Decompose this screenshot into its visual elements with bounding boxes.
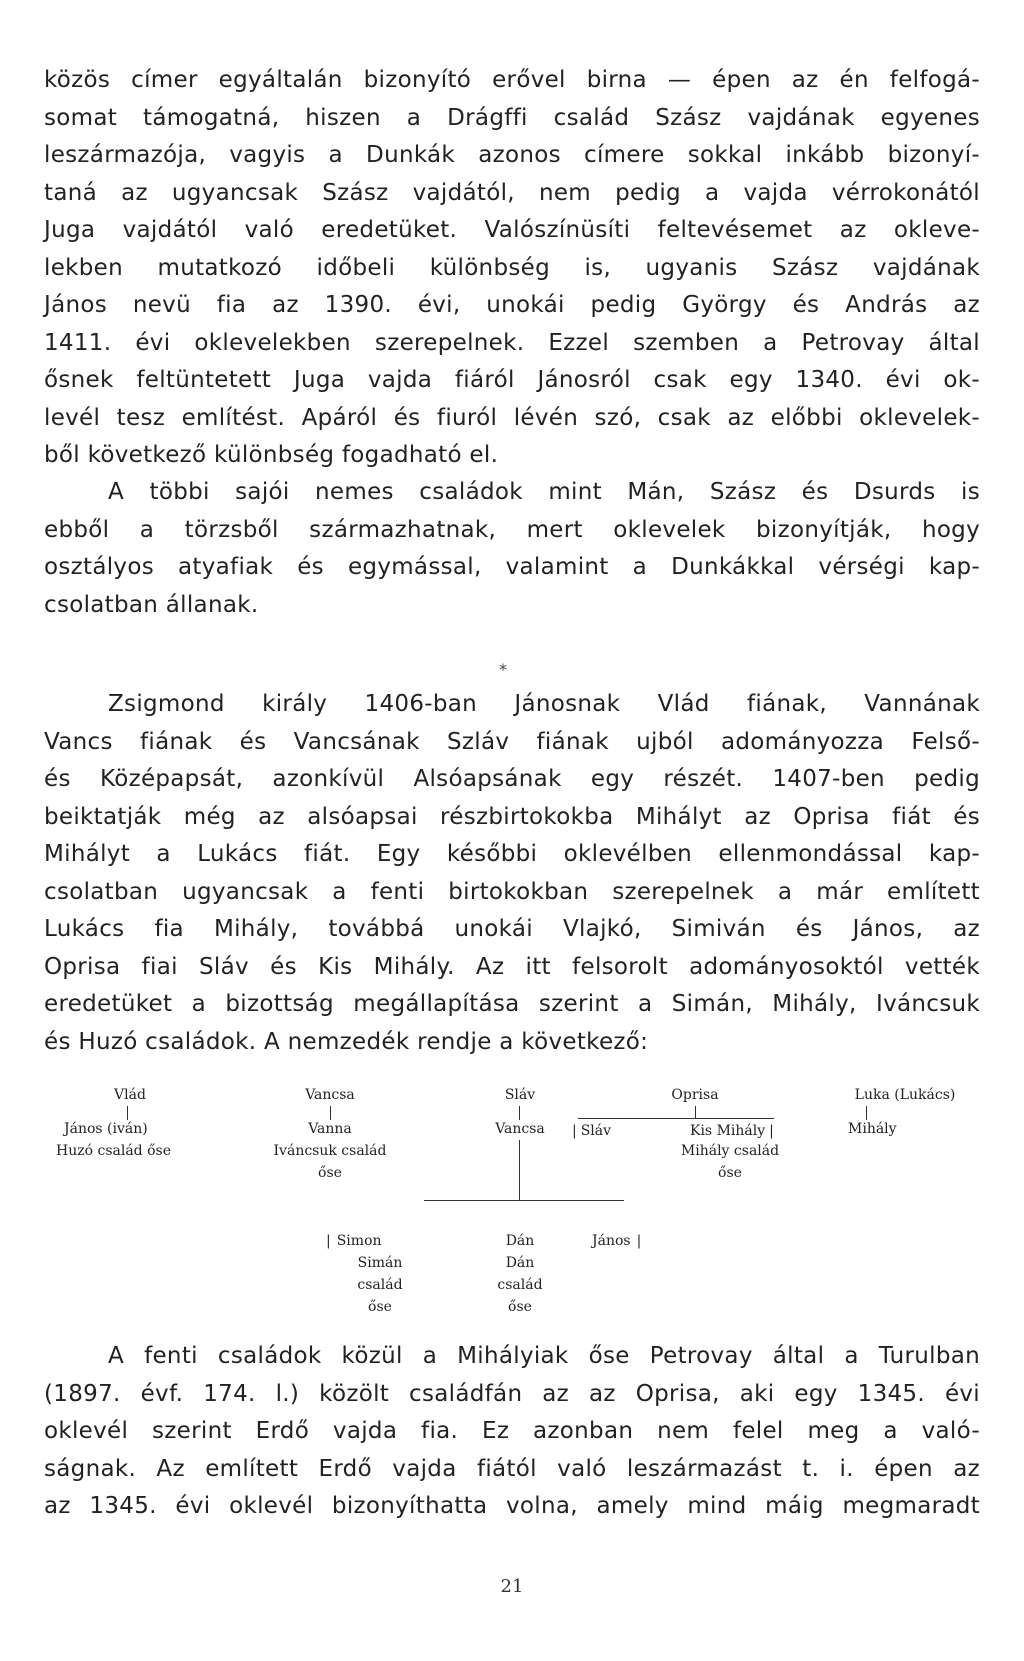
text-line: Mihályt a Lukács fiát. Egy későbbi oklevélben ellenmondással kap- <box>44 841 980 867</box>
tree-node-kis-mihaly: Kis Mihály | <box>690 1123 774 1139</box>
tree-node-ivancsuk-ose: őse <box>318 1165 342 1181</box>
text-line: csolatban ugyancsak a fenti birtokokban szerepelnek a már említett <box>44 878 980 905</box>
tree-connector <box>127 1106 128 1120</box>
text-line: Oprisa fiai Sláv és Kis Mihály. Az itt felsorolt adományosoktól vették <box>44 953 980 980</box>
tree-connector <box>866 1106 867 1120</box>
paragraph-2 <box>44 474 980 624</box>
tree-node-kis-mihaly-label: Kis Mihály <box>690 1123 766 1139</box>
tree-connector <box>330 1106 331 1120</box>
text-line: csolatban állanak. <box>44 591 259 618</box>
tree-connector <box>519 1140 520 1200</box>
text-line: János nevü fia az 1390. évi, unokái pedig György és András az <box>44 292 980 318</box>
text-line: közös címer egyáltalán bizonyító erővel birna — épen az én felfogá- <box>44 67 980 93</box>
paragraph-3 <box>44 686 980 1061</box>
tree-connector <box>519 1106 520 1120</box>
text-line: osztályos atyafiak és egymással, valamint a Dunkákkal vérségi kap- <box>44 554 980 580</box>
text-line: beiktatják még az alsóapsai részbirtokokba Mihályt az Oprisa fiát és <box>44 803 980 830</box>
tree-node-simon-label: Simon <box>336 1233 382 1249</box>
text-line: az 1345. évi oklevél bizonyíthatta volna, amely mind máig megmaradt <box>44 1493 980 1519</box>
tree-node-luka-mihaly: Mihály <box>848 1121 897 1137</box>
tree-node-slav-child-label: Sláv <box>580 1123 612 1139</box>
text-line: 1411. évi oklevelekben szerepelnek. Ezzel szemben a Petrovay által <box>44 329 980 356</box>
tree-node-siman-ose: őse <box>368 1299 392 1315</box>
tree-node-janos-2-label: János <box>592 1233 631 1249</box>
tree-connector <box>578 1118 774 1119</box>
tree-node-vanna: Vanna <box>308 1121 352 1137</box>
tree-node-huzo: Huzó család őse <box>56 1143 171 1159</box>
text-line: és Huzó családok. A nemzedék rendje a következő: <box>44 1028 649 1055</box>
paragraph-1 <box>44 62 980 475</box>
tree-node-simon: | Simon <box>326 1233 382 1249</box>
text-line: eredetüket a bizottság megállapítása szerint a Simán, Mihály, Iváncsuk <box>44 991 980 1017</box>
tree-node-slav: Sláv <box>504 1087 536 1103</box>
tree-node-dan-ose: őse <box>508 1299 532 1315</box>
text-line: ből következő különbség fogadható el. <box>44 442 499 468</box>
tree-node-slav-child: | Sláv <box>572 1123 612 1139</box>
tree-node-janos-2: János | <box>592 1233 642 1249</box>
tree-node-siman: Simán <box>357 1255 403 1271</box>
text-line: levél tesz említést. Apáról és fiuról lévén szó, csak az előbbi oklevelek- <box>44 404 980 431</box>
text-line: ebből a törzsből származhatnak, mert oklevelek bizonyítják, hogy <box>44 516 980 543</box>
tree-node-dan: Dán <box>505 1233 535 1249</box>
tree-node-vancsa: Vancsa <box>305 1087 355 1103</box>
text-line: Zsigmond király 1406-ban Jánosnak Vlád fiának, Vannának <box>108 691 980 717</box>
text-line: oklevél szerint Erdő vajda fia. Ez azonban nem felel meg a való- <box>44 1418 980 1444</box>
text-line: és Középapsát, azonkívül Alsóapsának egy részét. 1407-ben pedig <box>44 766 980 792</box>
tree-node-mihaly-csalad: Mihály család <box>680 1143 780 1159</box>
section-separator: * <box>499 660 507 679</box>
text-line: Vancs fiának és Vancsának Szláv fiának ujból adományozza Felső- <box>44 728 980 755</box>
tree-node-ivancsuk: Iváncsuk család <box>273 1143 387 1159</box>
text-line: ősnek feltüntetett Juga vajda fiáról Jánosról csak egy 1340. évi ok- <box>44 367 980 393</box>
tree-node-vlad: Vlád <box>114 1087 146 1103</box>
text-line: taná az ugyancsak Szász vajdától, nem pedig a vajda vérrokonától <box>44 179 980 206</box>
paragraph-4 <box>44 1338 980 1526</box>
text-line: Lukács fia Mihály, továbbá unokái Vlajkó, Simiván és János, az <box>44 916 980 942</box>
text-line: somat támogatná, hiszen a Drágffi család Szász vajdának egyenes <box>44 104 980 131</box>
text-line: A többi sajói nemes családok mint Mán, Szász és Dsurds is <box>108 479 980 505</box>
tree-node-mihaly-ose: őse <box>718 1165 742 1181</box>
page-number: 21 <box>500 1576 524 1597</box>
tree-node-vancsa-2: Vancsa <box>495 1121 545 1137</box>
tree-node-oprisa: Oprisa <box>671 1087 719 1103</box>
tree-connector <box>695 1106 696 1118</box>
text-line: A fenti családok közül a Mihályiak őse Petrovay által a Turulban <box>108 1343 980 1369</box>
tree-node-dan-csalad: család <box>497 1277 543 1293</box>
tree-connector <box>424 1200 624 1201</box>
text-line: ságnak. Az említett Erdő vajda fiától való leszármazást t. i. épen az <box>44 1455 980 1482</box>
tree-node-janos-ivan: János (iván) <box>64 1121 148 1137</box>
genealogy-tree <box>0 1086 1024 1346</box>
tree-node-luka: Luka (Lukács) <box>854 1087 956 1103</box>
text-line: (1897. évf. 174. l.) közölt családfán az az Oprisa, aki egy 1345. évi <box>44 1380 980 1407</box>
text-line: Juga vajdától való eredetüket. Valószínüsíti feltevésemet az okleve- <box>44 217 980 243</box>
text-line: lekben mutatkozó időbeli különbség is, ugyanis Szász vajdának <box>44 254 980 281</box>
text-line: leszármazója, vagyis a Dunkák azonos címere sokkal inkább bizonyí- <box>44 142 980 168</box>
tree-node-siman-csalad: család <box>357 1277 403 1293</box>
tree-node-dan-2: Dán <box>505 1255 535 1271</box>
